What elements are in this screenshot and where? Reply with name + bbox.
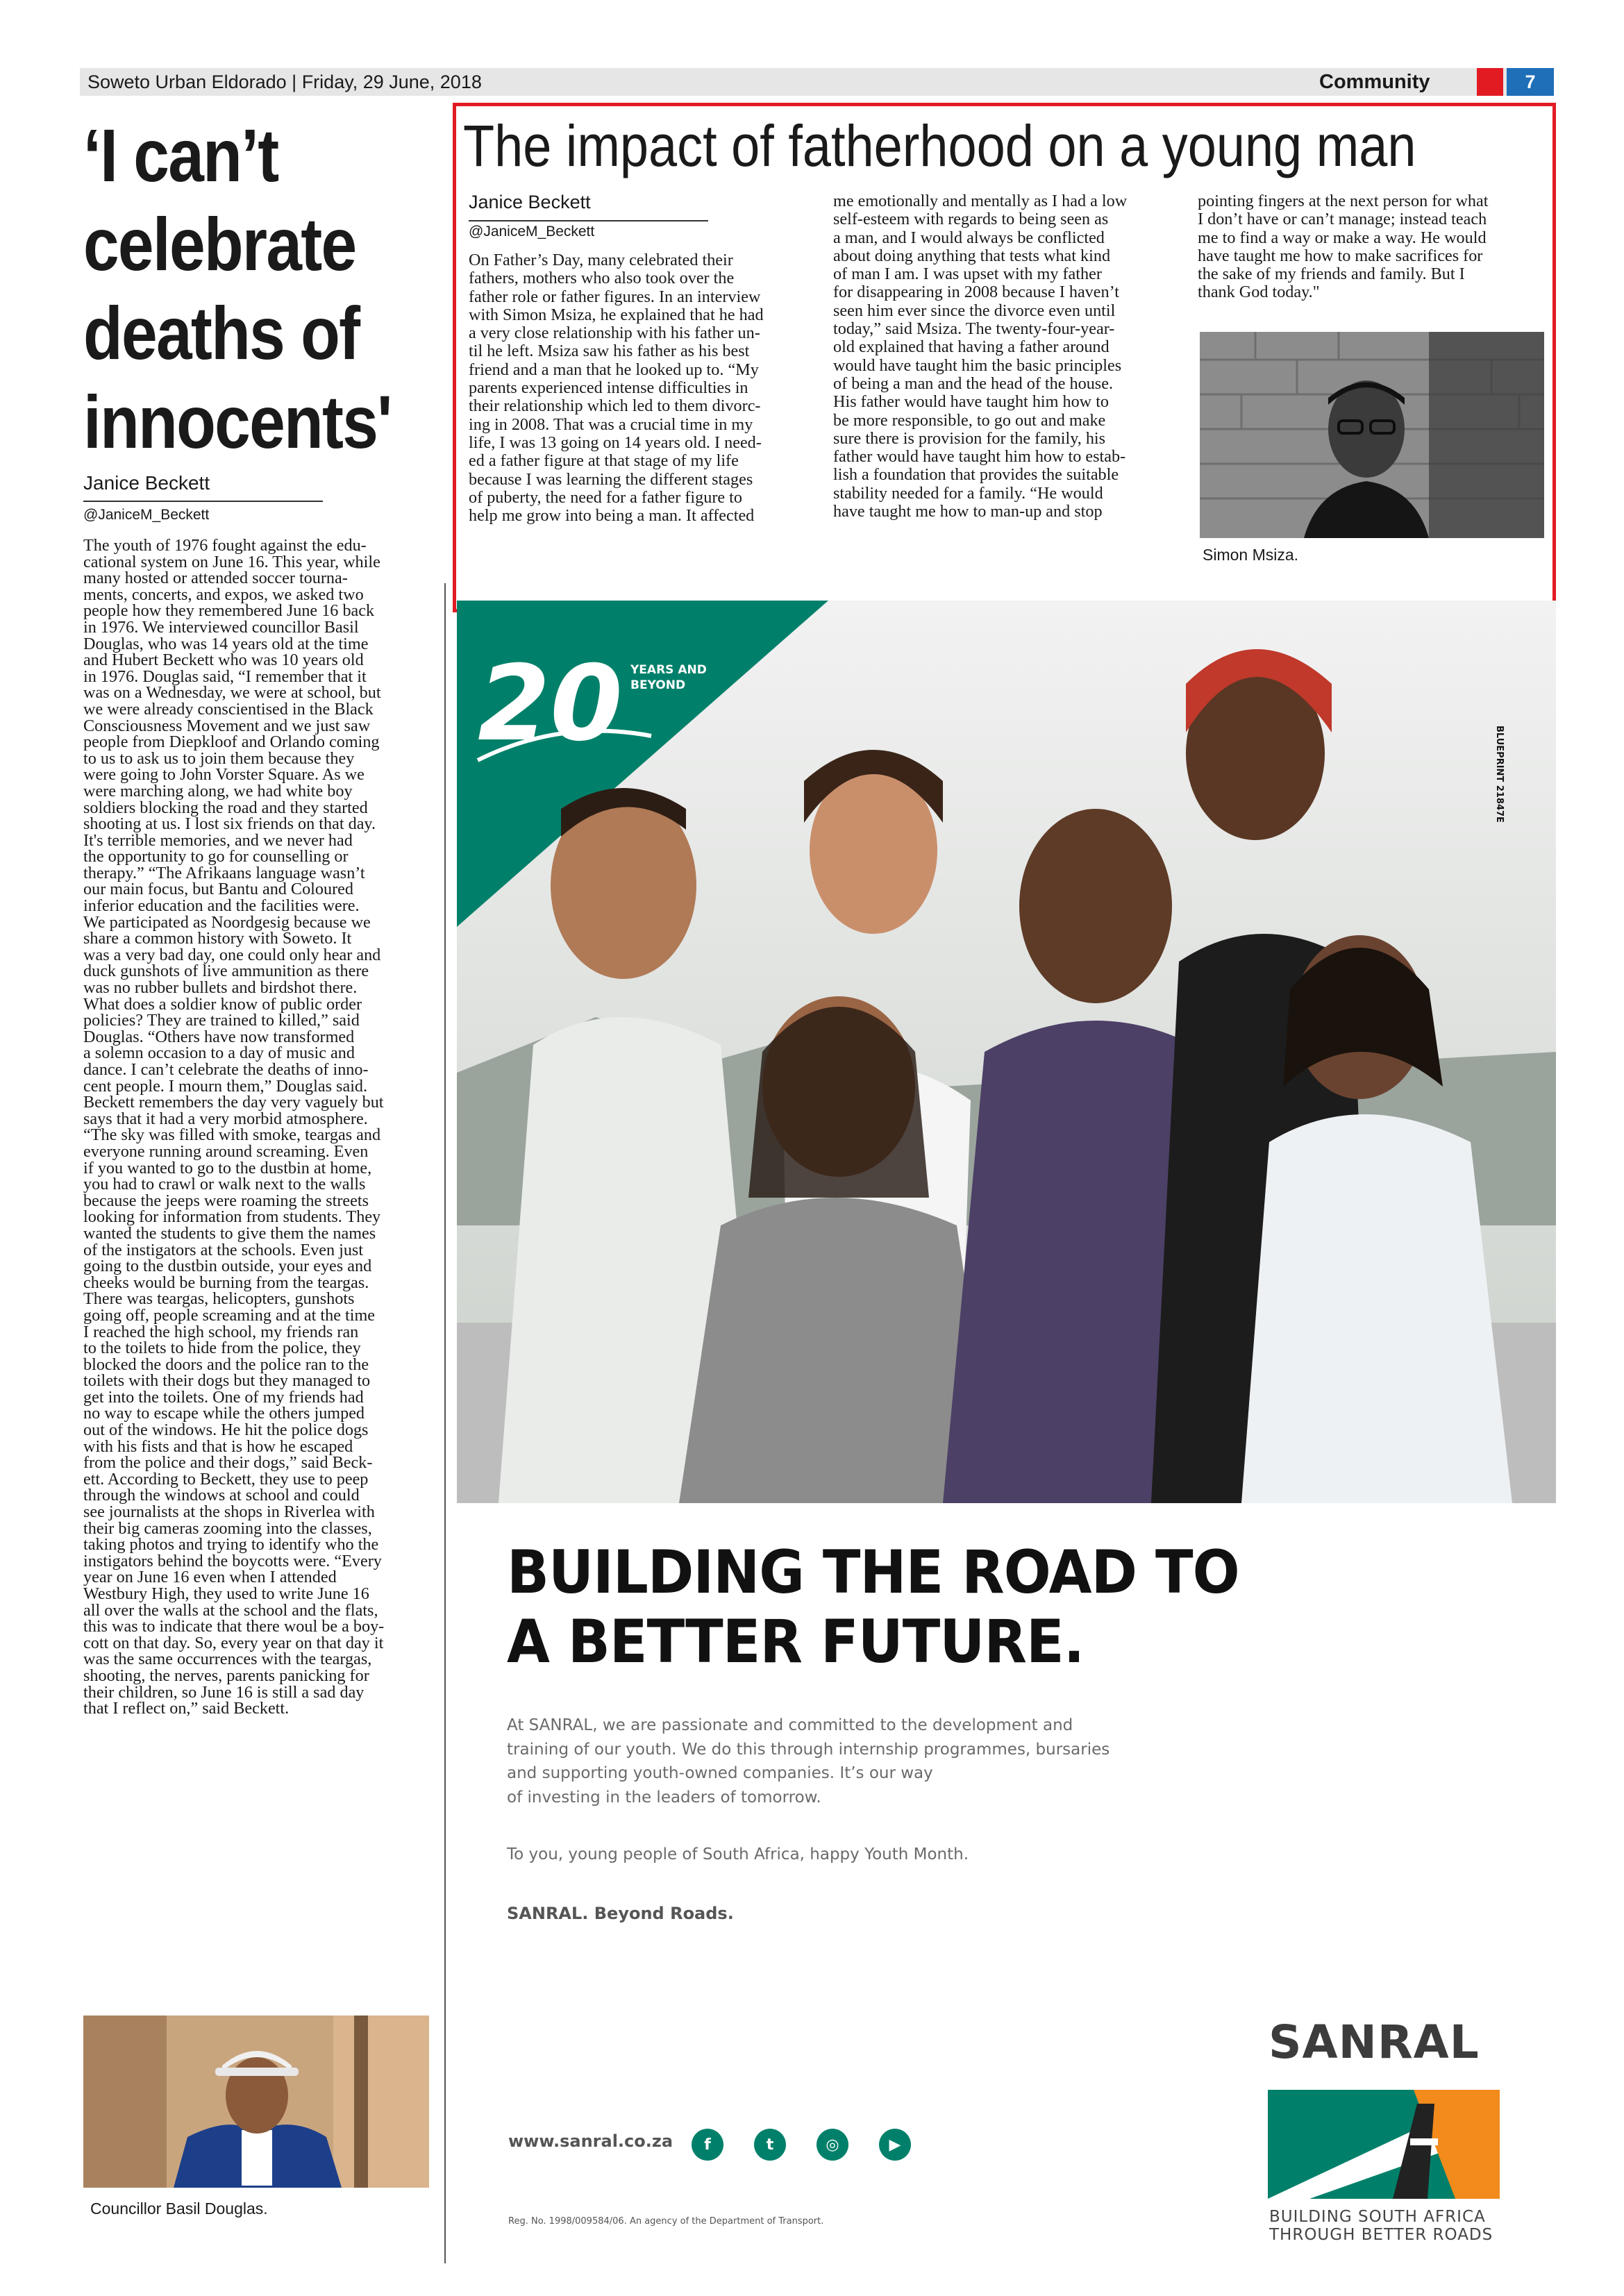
advert-headline-line: BUILDING THE ROAD TO [507,1538,1239,1607]
advert-youth-line: To you, young people of South Africa, happy Youth Month. [507,1845,969,1863]
sanral-website-link[interactable]: www.sanral.co.za [508,2131,673,2151]
simon-msiza-caption: Simon Msiza. [1203,546,1299,564]
section-marker [1477,68,1503,96]
left-author-handle: @JaniceM_Beckett [83,507,210,523]
sanral-tagline-line: THROUGH BETTER ROADS [1269,2226,1493,2244]
badge-text-line: BEYOND [630,678,686,692]
sanral-logo-mark [1268,2090,1500,2199]
page-number: 7 [1507,68,1554,96]
box-column-1: On Father’s Day, many celebrated their fathers, mothers who also took over the father role or father figures. In an interview with Simon Msiza, he explained that he had a very close relationship with his father un- til he left. Msiza saw his father as his best friend and a man that he looked up to. “My parents experienced intense difficulties in their relationship which led to them divorc- ing in 2008. That was a crucial time in my life, I was 13 going on 14 years old. I need- ed a father figure at that stage of my life because I was learning the different stages of puberty, the need for a father figure to help me grow into being a man. It affected [469,251,764,526]
advert-registration: Reg. No. 1998/009584/06. An agency of the Department of Transport. [508,2216,824,2227]
left-headline-line: celebrate [83,202,356,286]
facebook-icon[interactable]: f [692,2129,723,2161]
paper-issue-line: Soweto Urban Eldorado | Friday, 29 June, 2018 [87,72,482,92]
author-rule [469,220,708,221]
sanral-advert-photo [457,601,1556,1503]
left-headline-line: ‘I can’t [83,113,278,197]
advert-headline [507,1538,1239,1677]
simon-msiza-photo [1200,332,1544,538]
councillor-photo-caption: Councillor Basil Douglas. [90,2199,268,2218]
councillor-photo [83,2016,429,2188]
left-article-body: The youth of 1976 fought against the edu- cational system on June 16. This year, while many hosted or attended soccer tourna- ments, concerts, and expos, we asked two people how they remembered June 16 back in 1976. We interviewed councillor Basil Douglas, who was 14 years old at the time and Hubert Beckett who was 10 years old in 1976. Douglas said, “I remember that it was on a Wednesday, we were at school, but we were already conscientised in the Black Consciousness Movement and we just saw people from Diepkloof and Orlando coming to us to ask us to join them because they were going to John Vorster Square. As we were marching along, we had white boy soldiers blocking the road and they started shooting at us. I lost six friends on that day. It's terrible memories, and we never had the opportunity to go for counselling or therapy.” “The Afrikaans language wasn’t our main focus, but Bantu and Coloured inferior education and the facilities were. We participated as Noordgesig because we share a common history with Soweto. It was a very bad day, one could only hear and duck gunshots of live ammunition as there was no rubber bullets and birdshot there. What does a soldier know of public order policies? They are trained to killed,” said Douglas. “Others have now transformed a solemn occasion to a day of music and dance. I can’t celebrate the deaths of inno- cent people. I mourn them,” Douglas said. Beckett remembers the day very vaguely but says that it had a very morbid atmosphere. “The sky was filled with smoke, teargas and everyone running around screaming. Even if you wanted to go to the dustbin at home, you had to crawl or walk next to the walls because the jeeps were roaming the streets looking for information from students. They wanted the students to give them the names of the instigators at the schools. Even just going to the dustbin outside, your eyes and cheeks would be burning from the teargas. There was teargas, helicopters, gunshots going off, people screaming and at the time I reached the high school, my friends ran to the toilets to hide from the police, they blocked the doors and the police ran to the toilets with their dogs but they managed to get into the toilets. One of my friends had no way to escape while the others jumped out of the windows. He hit the police dogs with his fists and that is how he escaped from the police and their dogs,” said Beck- ett. According to Beckett, they use to peep through the windows at school and could see journalists at the shops in Riverlea with their big cameras zooming into the classes, taking photos and trying to identify who the instigators behind the boycotts were. “Every year on June 16 even when I attended Westbury High, they used to write June 16 all over the walls at the school and the flats, this was to indicate that there woul be a boy- cott on that day. So, every year on that day it was the same occurrences with the teargas, shooting, the nerves, parents panicking for their children, so June 16 is still a sad day that I reflect on,” said Beckett. [83,537,385,1718]
sanral-tagline [1269,2208,1493,2244]
box-headline: The impact of fatherhood on a young man [463,113,1416,178]
badge-number: 20 [478,644,623,764]
left-headline-line: innocents' [83,380,392,464]
box-column-3: pointing fingers at the next person for what I don’t have or can’t manage; instead teach me to find a way or make a way. He would have taught me how to make sacrifices for the sake of my friends and family. But I thank God today." [1198,192,1489,302]
column-divider [444,583,446,2263]
advert-side-code: BLUEPRINT 21847E [1494,726,1505,823]
section-label: Community [1319,71,1430,93]
left-headline-line: deaths of [83,291,360,375]
box-column-2: me emotionally and mentally as I had a low self-esteem with regards to being seen as a man, and I would always be conflicted about doing anything that tests what kind of man I am. I was upset with my father for disappearing in 2008 because I haven’t seen him ever since the divorce even until today,” said Msiza. The twenty-four-year- old explained that having a father around would have taught him the basic principles of being a man and the head of the house. His father would have taught him how to be more responsible, to go out and make sure there is provision for the family, his father would have taught him how to estab- lish a foundation that provides the suitable stability needed for a family. “He would have taught me how to man-up and stop [833,192,1128,521]
youtube-icon[interactable]: ▶ [879,2129,911,2161]
box-author-handle: @JaniceM_Beckett [469,224,595,240]
sanral-logo-word: SANRAL [1269,2016,1480,2069]
advert-signoff: SANRAL. Beyond Roads. [507,1904,734,1923]
advert-body: At SANRAL, we are passionate and committed to the development and training of our youth. We do this through internship programmes, bursaries and supporting youth-owned companies. It’s our way of investing in the leaders of tomorrow. [507,1716,1110,1807]
badge-text-line: YEARS AND [630,663,707,677]
instagram-icon[interactable]: ◎ [817,2129,848,2161]
advert-headline-line: A BETTER FUTURE. [507,1607,1085,1677]
sanral-tagline-line: BUILDING SOUTH AFRICA [1269,2208,1486,2226]
left-headline [83,111,394,467]
box-author: Janice Beckett [469,192,591,212]
author-rule [83,501,323,502]
twitter-icon[interactable]: t [754,2129,786,2161]
left-author: Janice Beckett [83,472,210,494]
